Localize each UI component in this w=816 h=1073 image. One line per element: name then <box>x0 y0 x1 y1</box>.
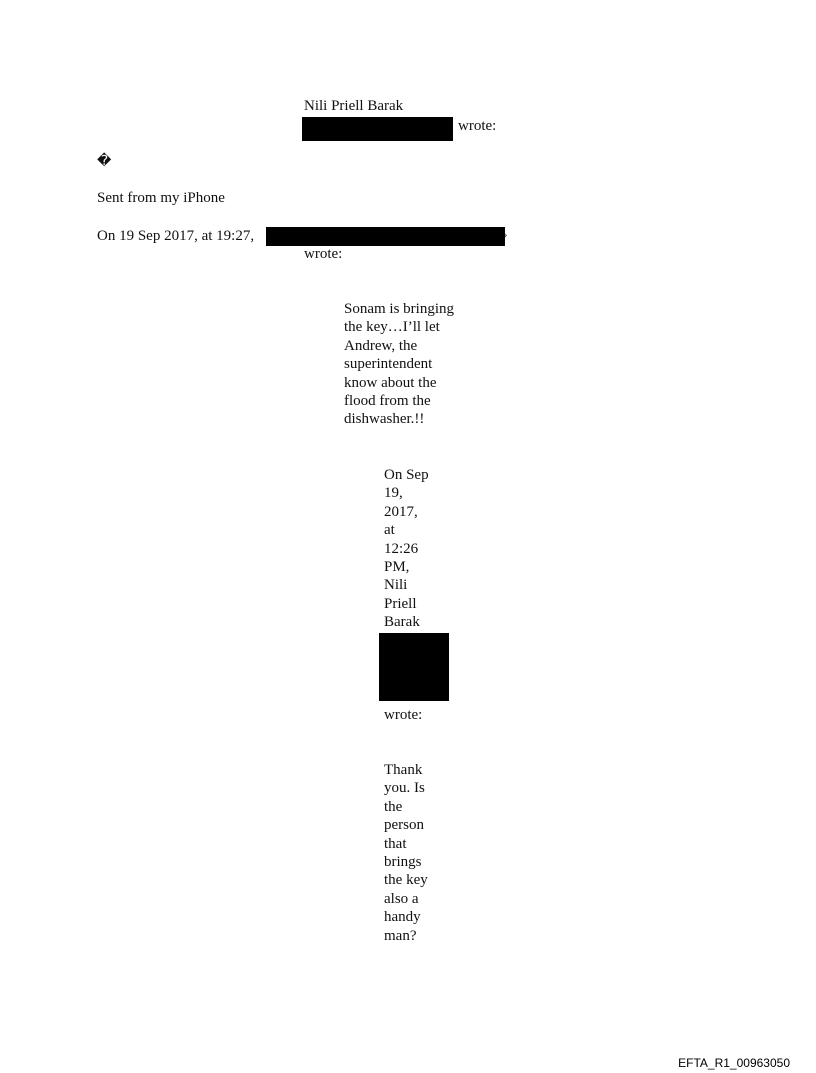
quote-line: PM, <box>384 559 410 576</box>
message-line: the key…I’ll let <box>344 319 440 336</box>
message-line: superintendent <box>344 356 433 373</box>
sender-name: Nili Priell Barak <box>304 98 404 114</box>
message-body <box>344 300 454 429</box>
quote-line: Priell <box>384 595 417 612</box>
message-line: brings <box>384 854 422 871</box>
nested-quote-intro <box>384 466 429 632</box>
document-id: EFTA_R1_00963050 <box>678 1056 790 1070</box>
quote-intro: On 19 Sep 2017, at 19:27, <box>97 228 255 244</box>
signature: Sent from my iPhone <box>97 190 225 206</box>
redacted-sender <box>266 227 508 246</box>
message-line: the <box>384 798 403 815</box>
message-line: man? <box>384 927 417 944</box>
quote-line: Nili <box>384 577 408 594</box>
wrote-label: wrote: <box>458 118 497 134</box>
message-line: dishwasher.!! <box>344 411 425 428</box>
redacted-email-block <box>379 633 449 701</box>
replacement-character: � <box>97 153 112 169</box>
quote-line: 2017, <box>384 503 418 520</box>
message-line: you. Is <box>384 780 425 797</box>
message-line: Andrew, the <box>344 337 418 354</box>
quote-wrote-label: wrote: <box>304 246 343 262</box>
quote-line: at <box>384 522 395 539</box>
message-line: Sonam is bringing <box>344 301 455 317</box>
nested-wrote-label: wrote: <box>384 707 423 723</box>
message-line: handy <box>384 909 421 926</box>
message-line: Thank <box>384 762 423 778</box>
trailing-mark: › <box>504 230 508 241</box>
quote-line: 19, <box>384 485 403 502</box>
message-line: also a <box>384 890 419 907</box>
redacted-email <box>302 117 453 141</box>
quote-line: 12:26 <box>384 540 419 557</box>
message-line: flood from the <box>344 393 431 410</box>
quote-line: Barak <box>384 614 420 631</box>
message-line: know about the <box>344 374 437 391</box>
quote-line: On Sep <box>384 467 429 483</box>
nested-message-body <box>384 761 428 945</box>
message-line: the key <box>384 872 428 889</box>
message-line: that <box>384 835 407 852</box>
message-line: person <box>384 817 424 834</box>
